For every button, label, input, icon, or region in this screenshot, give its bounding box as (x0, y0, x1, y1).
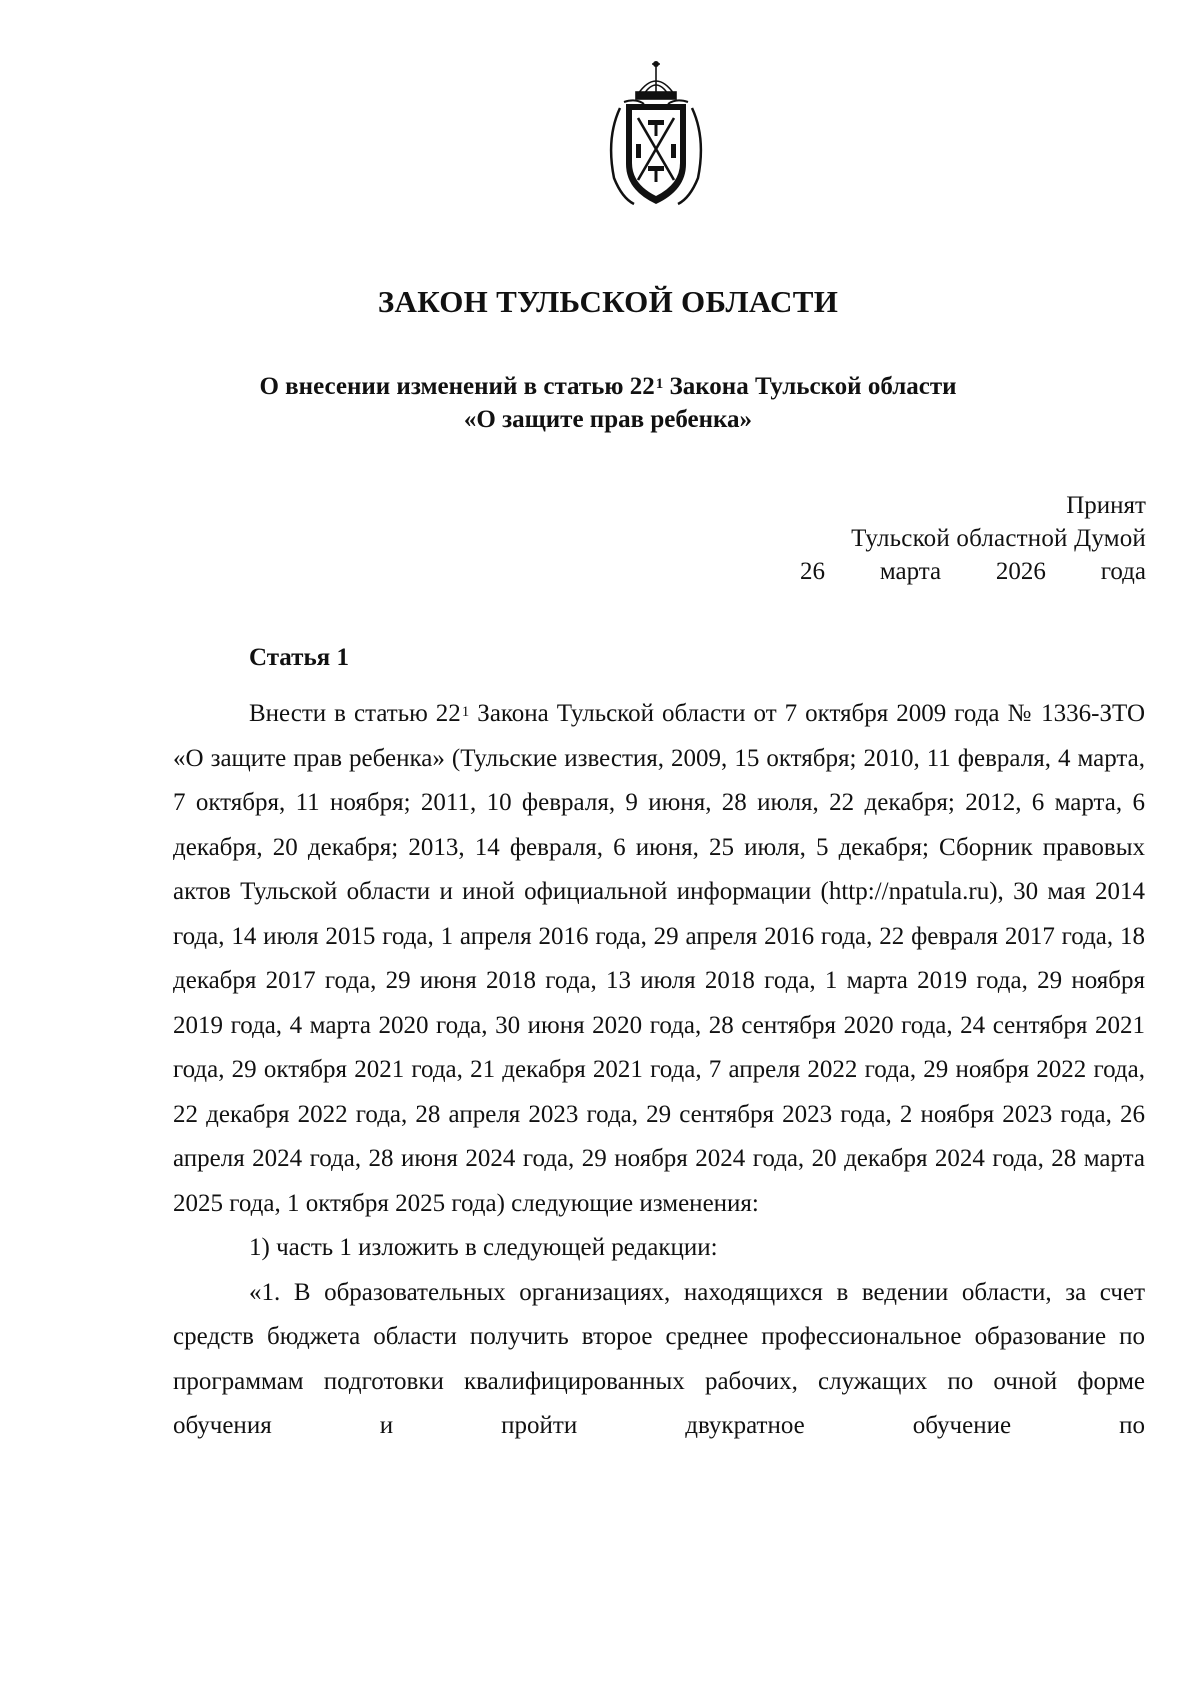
adopted-day: 26 (800, 558, 825, 585)
article-paragraph-2: 1) часть 1 изложить в следующей редакции: (249, 1234, 718, 1261)
adopted-label: Принят (1066, 492, 1146, 519)
paragraph-1-text-a: Внести в статью 22 (249, 700, 461, 727)
adopted-date-line (800, 555, 1146, 588)
document-subtitle (160, 370, 1056, 436)
article-body (173, 692, 1145, 1449)
subtitle-text-a: О внесении изменений в статью 22 (259, 373, 655, 400)
document-title: ЗАКОН ТУЛЬСКОЙ ОБЛАСТИ (377, 284, 839, 319)
adopted-line-2 (800, 522, 1146, 555)
subtitle-line-1 (160, 370, 1056, 403)
subtitle-superscript: 1 (655, 376, 664, 392)
paragraph-1-superscript: 1 (461, 704, 470, 720)
adoption-block (800, 489, 1146, 588)
adopted-month: марта (879, 558, 942, 585)
adopted-line-1 (800, 489, 1146, 522)
subtitle-line-2: «О защите прав ребенка» (463, 406, 753, 433)
article-paragraph-1 (173, 692, 1145, 1226)
adopted-year-word: года (1100, 558, 1146, 585)
article-paragraph-3: «1. В образовательных организациях, находящихся в ведении области, за счет средств бюджета области получить второе среднее профессиональное образование по программам подготовки квалифицированных рабочих, служащих по очной форме обучения и пройти двукратное обучение по (173, 1278, 1145, 1439)
adopted-year: 2026 (995, 558, 1046, 585)
adopted-body: Тульской областной Думой (851, 525, 1146, 552)
paragraph-1-text-b: Закона Тульской области от 7 октября 2009 года № 1336-ЗТО «О защите прав ребенка» (Тульские известия, 2009, 15 октября; 2010, 11 февраля, 4 марта, 7 октября, 11 ноября; 2011, 10 февраля, 9 июня, 28 июля, 22 декабря; 2012, 6 марта, 6 декабря, 20 декабря; 2013, 14 февраля, 6 июня, 25 июля, 5 декабря; Сборник правовых актов Тульской области и иной официальной информации (http://npatula.ru), 30 мая 2014 года, 14 июля 2015 года, 1 апреля 2016 года, 29 апреля 2016 года, 22 февраля 2017 года, 18 декабря 2017 года, 29 июня 2018 года, 13 июля 2018 года, 1 марта 2019 года, 29 ноября 2019 года, 4 марта 2020 года, 30 июня 2020 года, 28 сентября 2020 года, 24 сентября 2021 года, 29 октября 2021 года, 21 декабря 2021 года, 7 апреля 2022 года, 29 ноября 2022 года, 22 декабря 2022 года, 28 апреля 2023 года, 29 сентября 2023 года, 2 ноября 2023 года, 26 апреля 2024 года, 28 июня 2024 года, 29 ноября 2024 года, 20 декабря 2024 года, 28 марта 2025 года, 1 октября 2025 года) следующие изменения: (173, 700, 1145, 1217)
subtitle-text-b: Закона Тульской области (663, 373, 957, 400)
coat-of-arms-emblem (600, 58, 712, 210)
article-heading: Статья 1 (249, 644, 349, 671)
